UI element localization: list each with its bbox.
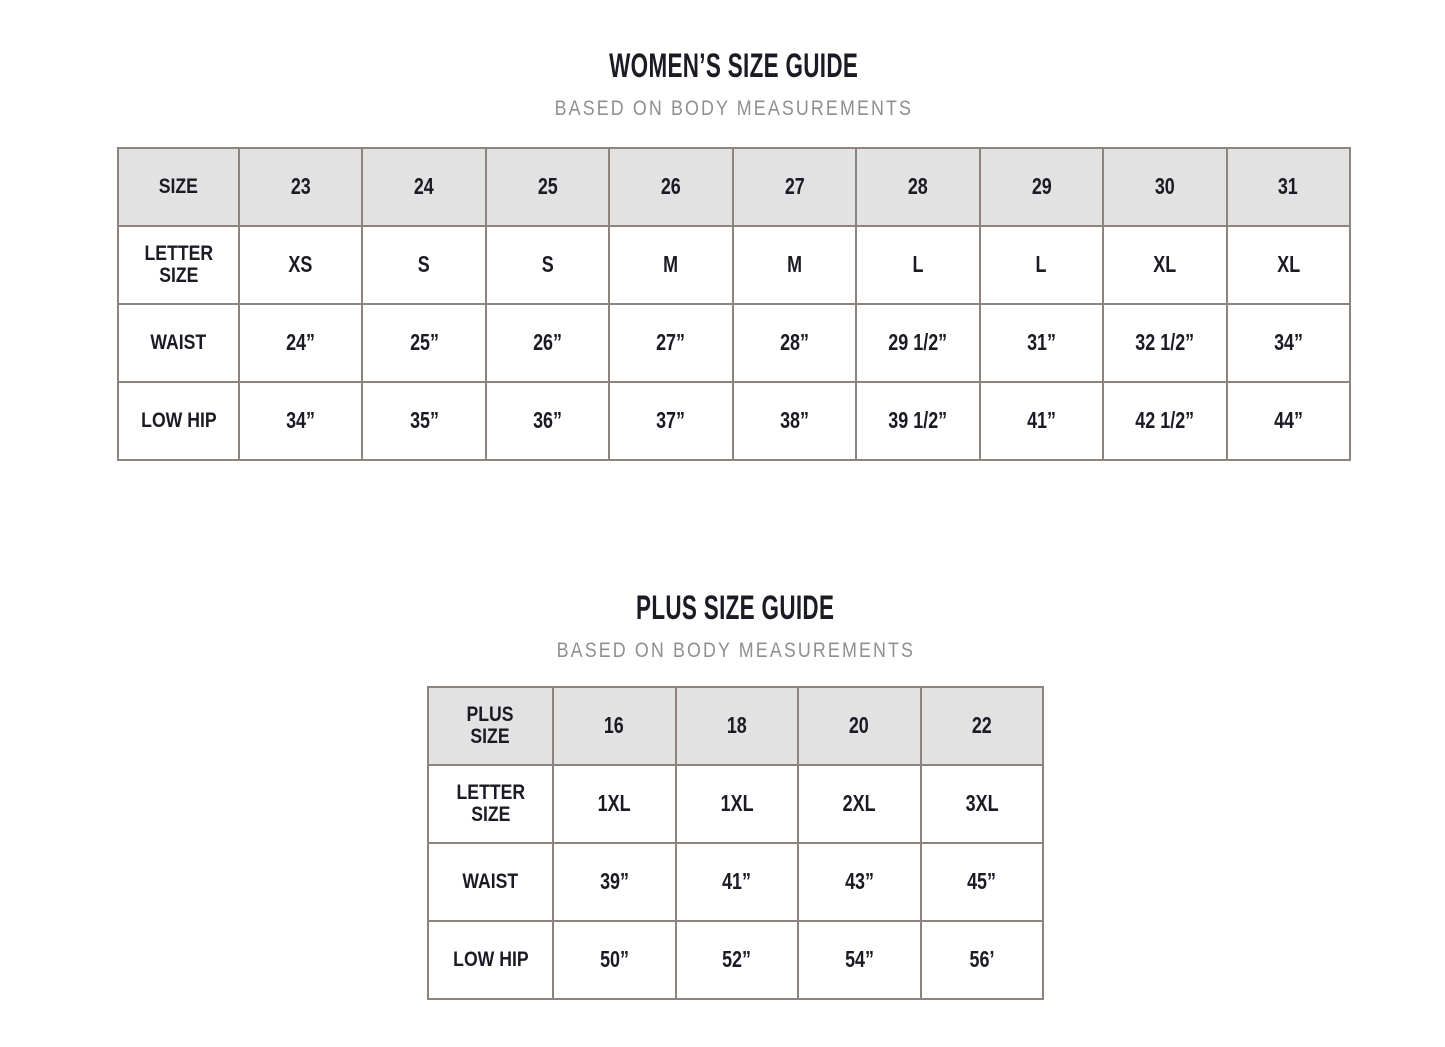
measurement-cell [1103, 304, 1226, 382]
cell-value: 41” [1026, 407, 1056, 433]
measurement-cell [1227, 304, 1351, 382]
measurement-cell [239, 382, 362, 460]
cell-value: 22 [971, 712, 992, 738]
measurement-cell [553, 921, 676, 999]
size-header-cell [362, 148, 485, 226]
cell-value: 32 1/2” [1135, 329, 1195, 355]
cell-value: M [663, 251, 679, 277]
cell-value: 54” [844, 946, 874, 972]
plus-guide-subtitle [427, 640, 1044, 662]
size-header-cell [980, 148, 1103, 226]
size-header-cell [921, 687, 1044, 765]
cell-value: L [1035, 251, 1047, 277]
cell-value: 27” [656, 329, 686, 355]
row-label: LOW HIP [452, 948, 529, 971]
measurement-cell [553, 843, 676, 921]
measurement-cell [798, 921, 921, 999]
measurement-cell [856, 226, 979, 304]
row-label: LOW HIP [140, 409, 217, 432]
cell-value: 37” [656, 407, 686, 433]
cell-value: 26” [533, 329, 563, 355]
cell-value: 31 [1278, 173, 1299, 199]
cell-value: 27 [784, 173, 805, 199]
row-label-cell [428, 843, 553, 921]
cell-value: 24” [286, 329, 316, 355]
cell-value: 44” [1273, 407, 1303, 433]
cell-value: 30 [1154, 173, 1175, 199]
womens-guide-title [117, 48, 1351, 84]
cell-value: 43” [844, 868, 874, 894]
cell-value: 45” [967, 868, 997, 894]
size-header-cell [486, 148, 609, 226]
cell-value: L [912, 251, 924, 277]
cell-value: 56’ [969, 946, 995, 972]
measurement-cell [1103, 382, 1226, 460]
measurement-cell [676, 765, 799, 843]
cell-value: 26 [661, 173, 682, 199]
measurement-cell [362, 382, 485, 460]
measurement-cell [733, 382, 856, 460]
measurement-cell [980, 382, 1103, 460]
measurement-cell [362, 304, 485, 382]
measurement-cell [486, 382, 609, 460]
measurement-cell [239, 304, 362, 382]
cell-value: 3XL [965, 790, 999, 816]
cell-value: 2XL [842, 790, 876, 816]
womens-guide-title-text: WOMEN’S SIZE GUIDE [609, 47, 859, 85]
cell-value: 1XL [597, 790, 631, 816]
measurement-cell [1227, 382, 1351, 460]
measurement-cell [798, 765, 921, 843]
header-row [118, 148, 1350, 226]
row-label-cell [118, 148, 239, 226]
cell-value: 28” [780, 329, 809, 355]
womens-table-body [118, 148, 1350, 460]
measurement-cell [921, 921, 1044, 999]
womens-guide-subtitle [117, 98, 1351, 120]
table-row [118, 382, 1350, 460]
cell-value: 18 [726, 712, 747, 738]
size-header-cell [733, 148, 856, 226]
row-label-cell [428, 921, 553, 999]
womens-guide-subtitle-text: BASED ON BODY MEASUREMENTS [554, 97, 914, 120]
cell-value: 38” [780, 407, 809, 433]
cell-value: 39 1/2” [888, 407, 948, 433]
cell-value: 36” [533, 407, 563, 433]
size-header-cell [553, 687, 676, 765]
plus-table-body [428, 687, 1043, 999]
size-header-cell [239, 148, 362, 226]
measurement-cell [921, 765, 1044, 843]
cell-value: 20 [849, 712, 870, 738]
row-label-cell [118, 304, 239, 382]
measurement-cell [486, 226, 609, 304]
cell-value: S [418, 251, 431, 277]
cell-value: 25 [537, 173, 558, 199]
measurement-cell [676, 843, 799, 921]
row-label-cell [428, 765, 553, 843]
cell-value: 41” [722, 868, 752, 894]
size-header-cell [798, 687, 921, 765]
cell-value: S [541, 251, 554, 277]
size-header-cell [1103, 148, 1226, 226]
plus-size-table [427, 686, 1044, 1000]
measurement-cell [609, 304, 732, 382]
cell-value: XL [1153, 251, 1177, 277]
row-label-cell [118, 382, 239, 460]
cell-value: 34” [1273, 329, 1303, 355]
row-label: WAIST [150, 331, 207, 354]
measurement-cell [733, 304, 856, 382]
measurement-cell [856, 382, 979, 460]
row-label-cell [118, 226, 239, 304]
measurement-cell [486, 304, 609, 382]
table-row [118, 226, 1350, 304]
measurement-cell [733, 226, 856, 304]
table-row [428, 843, 1043, 921]
cell-value: 25” [409, 329, 439, 355]
cell-value: 42 1/2” [1135, 407, 1195, 433]
row-label-cell [428, 687, 553, 765]
table-row [428, 921, 1043, 999]
measurement-cell [980, 226, 1103, 304]
plus-guide-title [427, 590, 1044, 626]
size-header-cell [676, 687, 799, 765]
header-row [428, 687, 1043, 765]
cell-value: 24 [414, 173, 435, 199]
cell-value: 23 [290, 173, 311, 199]
cell-value: 35” [409, 407, 439, 433]
cell-value: 39” [599, 868, 629, 894]
row-label: PLUS SIZE [466, 703, 515, 748]
size-header-cell [1227, 148, 1351, 226]
measurement-cell [676, 921, 799, 999]
cell-value: 52” [722, 946, 752, 972]
plus-guide-title-text: PLUS SIZE GUIDE [636, 589, 835, 627]
table-row [428, 765, 1043, 843]
cell-value: 50” [599, 946, 629, 972]
cell-value: 28 [907, 173, 928, 199]
womens-size-table [117, 147, 1351, 461]
cell-value: XL [1276, 251, 1300, 277]
measurement-cell [553, 765, 676, 843]
measurement-cell [239, 226, 362, 304]
measurement-cell [362, 226, 485, 304]
cell-value: XS [288, 251, 313, 277]
cell-value: 34” [286, 407, 316, 433]
size-header-cell [609, 148, 732, 226]
measurement-cell [1227, 226, 1351, 304]
cell-value: 16 [604, 712, 625, 738]
measurement-cell [609, 226, 732, 304]
cell-value: 29 [1031, 173, 1052, 199]
plus-guide-subtitle-text: BASED ON BODY MEASUREMENTS [556, 639, 915, 662]
cell-value: M [786, 251, 802, 277]
row-label: LETTER SIZE [144, 242, 213, 287]
size-header-cell [856, 148, 979, 226]
measurement-cell [798, 843, 921, 921]
row-label: LETTER SIZE [456, 781, 525, 826]
cell-value: 1XL [720, 790, 754, 816]
measurement-cell [856, 304, 979, 382]
measurement-cell [609, 382, 732, 460]
row-label: SIZE [158, 175, 199, 198]
table-row [118, 304, 1350, 382]
cell-value: 31” [1026, 329, 1056, 355]
measurement-cell [921, 843, 1044, 921]
row-label: WAIST [462, 870, 519, 893]
measurement-cell [980, 304, 1103, 382]
cell-value: 29 1/2” [888, 329, 948, 355]
measurement-cell [1103, 226, 1226, 304]
